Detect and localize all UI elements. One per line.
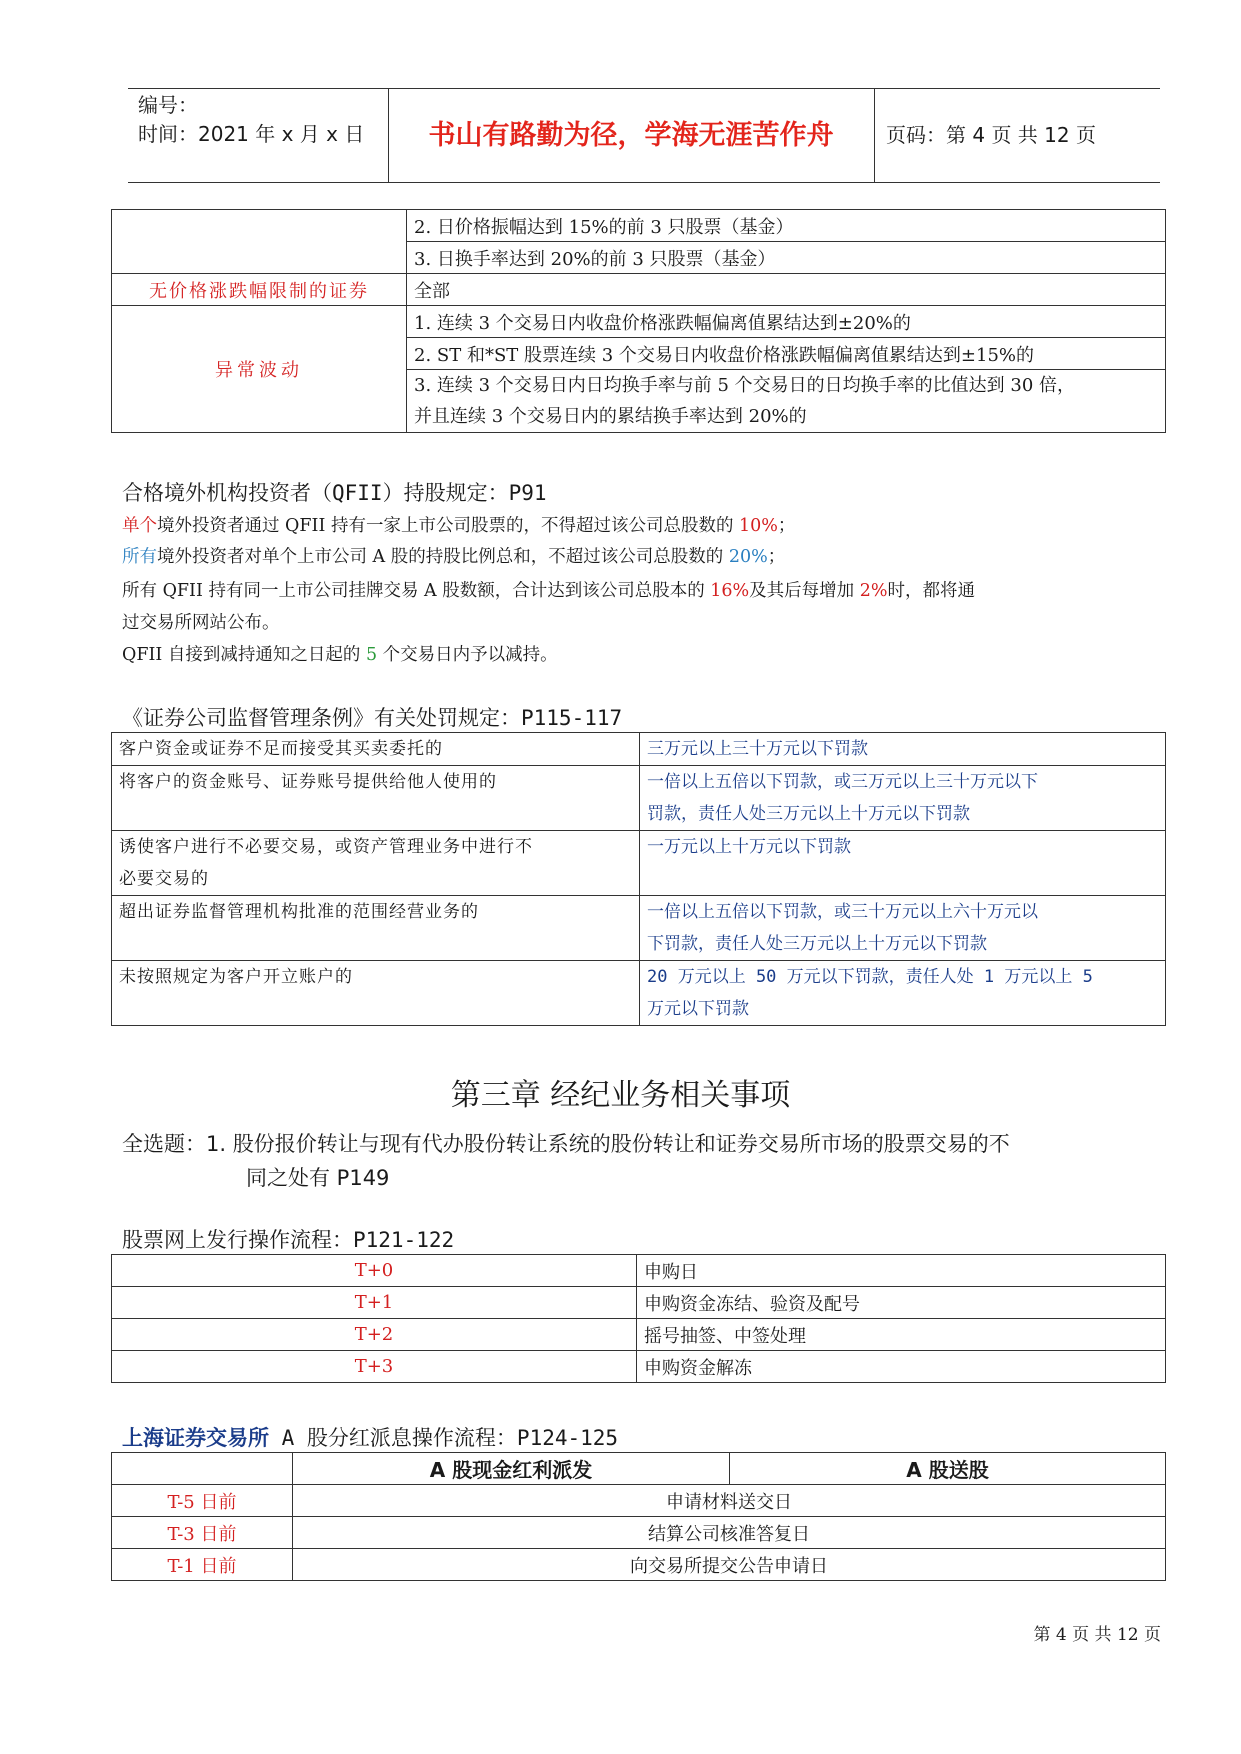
question-text: 全选题：1. 股份报价转让与现有代办股份转让系统的股份转让和证券交易所市场的股票交易的不 同之处有 P149 — [122, 1132, 1010, 1190]
qfii-line: QFII 自接到减持通知之日起的 5 个交易日内予以减持。 — [122, 645, 558, 665]
page-header — [128, 88, 1160, 183]
anomaly-table — [111, 209, 1166, 433]
table-row — [112, 1255, 1166, 1287]
day-cell: T+0 — [112, 1255, 637, 1287]
penalty-cell: 一倍以上五倍以下罚款，或三万元以上三十万元以下 罚款，责任人处三万元以上十万元以下罚款 — [640, 766, 1166, 831]
ipo-table — [111, 1254, 1166, 1383]
id-label: 编号： — [138, 93, 198, 117]
header-motto: 书山有路勤为径，学海无涯苦作舟 — [428, 120, 834, 151]
category-label: 异常波动 — [112, 306, 407, 433]
table-cell: 3. 日换手率达到 20%的前 3 只股票（基金） — [407, 242, 1166, 274]
violation-cell: 诱使客户进行不必要交易，或资产管理业务中进行不 必要交易的 — [112, 831, 640, 896]
table-row — [112, 766, 1166, 831]
day-cell: T-3 日前 — [112, 1517, 293, 1549]
step-cell: 向交易所提交公告申请日 — [293, 1549, 1166, 1581]
table-cell: 全部 — [407, 274, 1166, 306]
penalty-cell: 一倍以上五倍以下罚款，或三十万元以上六十万元以 下罚款，责任人处三万元以上十万元以下罚款 — [640, 896, 1166, 961]
table-row — [112, 896, 1166, 961]
qfii-line: 所有境外投资者对单个上市公司 A 股的持股比例总和，不超过该公司总股数的 20%； — [122, 547, 786, 567]
table-cell: 2. 日价格振幅达到 15%的前 3 只股票（基金） — [407, 210, 1166, 242]
qfii-line: 所有 QFII 持有同一上市公司挂牌交易 A 股数额，合计达到该公司总股本的 16%及其后每增加 2%时，都将通 — [122, 581, 975, 601]
table-row — [112, 1319, 1166, 1351]
step-cell: 申请材料送交日 — [293, 1485, 1166, 1517]
date-label: 时间：2021 年 x 月 x 日 — [138, 122, 365, 146]
header-page-number: 页码：第 4 页 共 12 页 — [886, 123, 1096, 147]
day-cell: T-1 日前 — [112, 1549, 293, 1581]
category-label: 无价格涨跌幅限制的证券 — [112, 274, 407, 306]
day-cell: T+3 — [112, 1351, 637, 1383]
violation-cell: 将客户的资金账号、证券账号提供给他人使用的 — [112, 766, 640, 831]
table-row — [112, 1485, 1166, 1517]
table-row — [112, 1351, 1166, 1383]
qfii-line: 过交易所网站公布。 — [122, 613, 280, 633]
violation-cell: 超出证券监督管理机构批准的范围经营业务的 — [112, 896, 640, 961]
table-row — [112, 831, 1166, 896]
step-cell: 申购资金冻结、验资及配号 — [637, 1287, 1166, 1319]
table-row — [112, 1287, 1166, 1319]
column-header: A 股现金红利派发 — [293, 1453, 730, 1485]
chapter-title: 第三章 经纪业务相关事项 — [450, 1078, 791, 1113]
step-cell: 申购资金解冻 — [637, 1351, 1166, 1383]
table-row — [112, 733, 1166, 766]
penalty-title: 《证券公司监督管理条例》有关处罚规定：P115-117 — [122, 706, 623, 730]
header-divider — [874, 89, 875, 182]
day-cell: T+2 — [112, 1319, 637, 1351]
penalty-cell: 20 万元以上 50 万元以下罚款，责任人处 1 万元以上 5 万元以下罚款 — [640, 961, 1166, 1026]
qfii-line: 单个境外投资者通过 QFII 持有一家上市公司股票的，不得超过该公司总股数的 10%； — [122, 516, 796, 536]
table-cell: 2. ST 和*ST 股票连续 3 个交易日内收盘价格涨跌幅偏离值累结达到±15%的 — [407, 338, 1166, 370]
table-row — [112, 1517, 1166, 1549]
ipo-title: 股票网上发行操作流程：P121-122 — [122, 1228, 455, 1252]
penalty-table — [111, 732, 1166, 1026]
day-cell: T+1 — [112, 1287, 637, 1319]
step-cell: 结算公司核准答复日 — [293, 1517, 1166, 1549]
violation-cell: 未按照规定为客户开立账户的 — [112, 961, 640, 1026]
dividend-title: 上海证券交易所 A 股分红派息操作流程：P124-125 — [122, 1426, 619, 1450]
step-cell: 摇号抽签、中签处理 — [637, 1319, 1166, 1351]
table-cell: 1. 连续 3 个交易日内收盘价格涨跌幅偏离值累结达到±20%的 — [407, 306, 1166, 338]
column-header: A 股送股 — [730, 1453, 1166, 1485]
penalty-cell: 三万元以上三十万元以下罚款 — [640, 733, 1166, 766]
step-cell: 申购日 — [637, 1255, 1166, 1287]
table-row — [112, 961, 1166, 1026]
penalty-cell: 一万元以上十万元以下罚款 — [640, 831, 1166, 896]
page-footer: 第 4 页 共 12 页 — [1033, 1625, 1161, 1645]
dividend-table — [111, 1452, 1166, 1581]
qfii-title: 合格境外机构投资者（QFII）持股规定：P91 — [122, 481, 547, 505]
table-cell: 3. 连续 3 个交易日内日均换手率与前 5 个交易日的日均换手率的比值达到 30 倍， 并且连续 3 个交易日内的累结换手率达到 20%的 — [407, 370, 1166, 433]
header-meta — [138, 91, 364, 149]
table-row — [112, 1549, 1166, 1581]
violation-cell: 客户资金或证券不足而接受其买卖委托的 — [112, 733, 640, 766]
day-cell: T-5 日前 — [112, 1485, 293, 1517]
